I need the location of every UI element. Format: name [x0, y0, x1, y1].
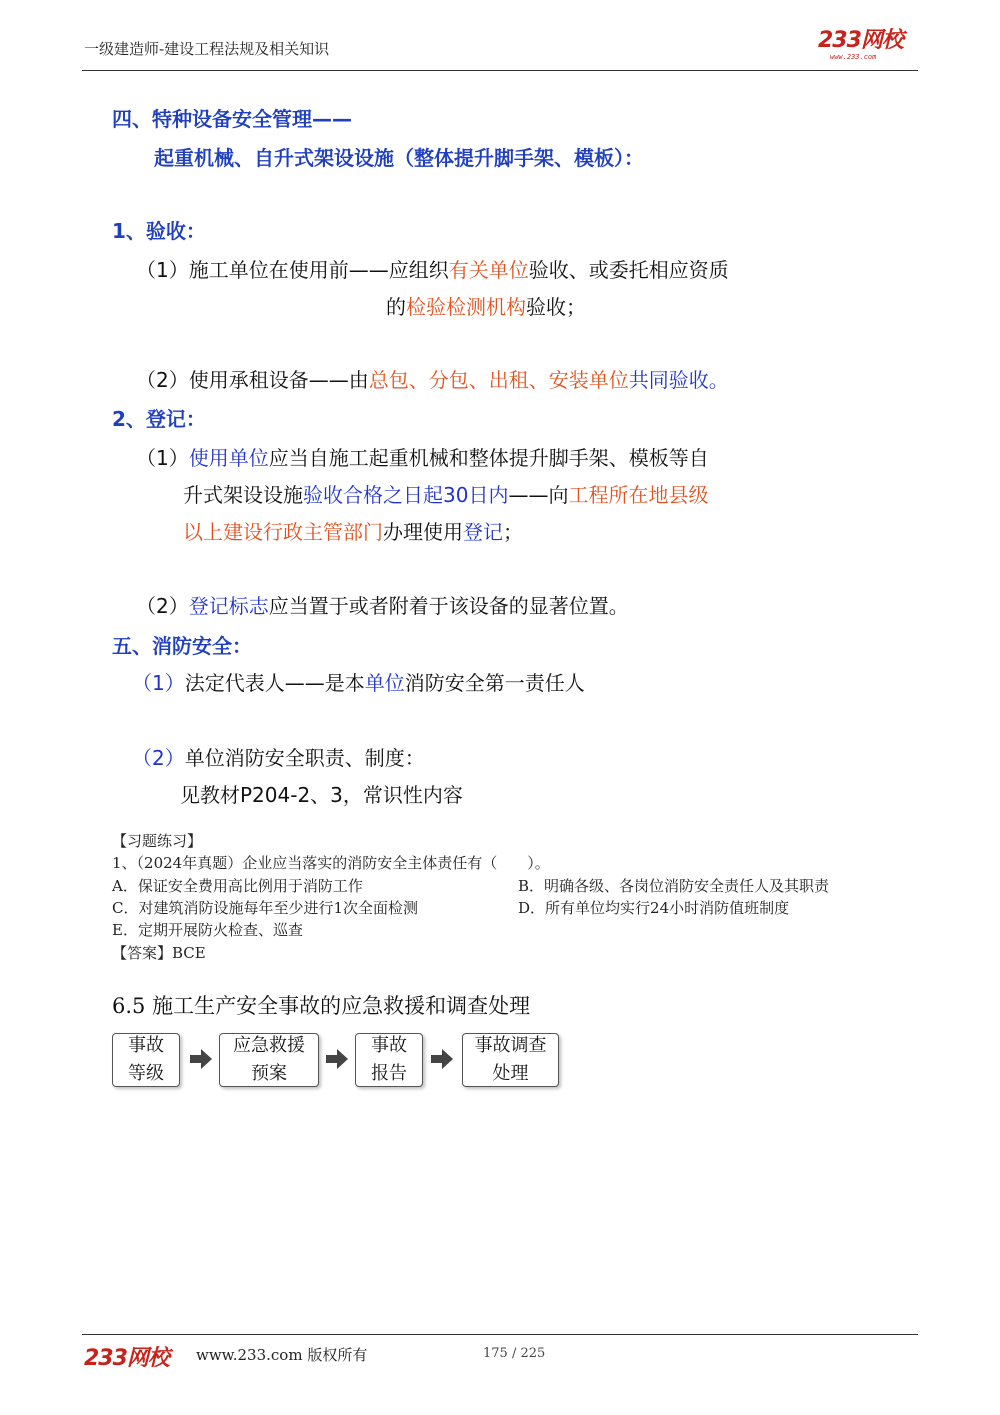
exercise-question: 1、（2024年真题）企业应当落实的消防安全主体责任有（ ）。	[112, 854, 550, 872]
arrow-right-icon	[190, 1049, 212, 1069]
fire-safety-item2-ref: 见教材P204-2、3，常识性内容	[180, 783, 463, 807]
exercise-answer: 【答案】BCE	[112, 944, 206, 962]
section65-title: 6.5 施工生产安全事故的应急救援和调查处理	[112, 994, 531, 1018]
flow-box-line1: 应急救援	[233, 1035, 305, 1056]
flow-box-accident-level	[112, 1033, 180, 1087]
flow-box-accident-report	[355, 1033, 423, 1087]
flow-box-line1: 事故	[371, 1035, 407, 1056]
acceptance-item2: （2）使用承租设备——由总包、分包、出租、安装单位共同验收。	[136, 368, 729, 392]
registration-item1-line1: （1）使用单位应当自施工起重机械和整体提升脚手架、模板等自	[136, 446, 709, 470]
exercise-option-e: E．定期开展防火检查、巡查	[112, 921, 303, 939]
flow-box-line1: 事故调查	[474, 1035, 547, 1056]
flow-box-line2: 报告	[371, 1063, 407, 1084]
fire-safety-item2: （2）单位消防安全职责、制度：	[132, 746, 425, 770]
exercise-title: 【习题练习】	[112, 832, 203, 850]
fire-safety-heading: 五、消防安全：	[112, 634, 252, 658]
section4-subheading: 起重机械、自升式架设设施（整体提升脚手架、模板）：	[154, 146, 644, 170]
header-title: 一级建造师-建设工程法规及相关知识	[84, 40, 330, 58]
registration-item2: （2）登记标志应当置于或者附着于该设备的显著位置。	[136, 594, 629, 618]
registration-item1-line2: 升式架设设施验收合格之日起30日内——向工程所在地县级	[183, 483, 709, 507]
header-divider	[82, 70, 918, 71]
flow-box-line2: 等级	[128, 1063, 164, 1084]
acceptance-item1-line2: 的检验检测机构验收；	[386, 295, 586, 319]
page-number: 175 / 225	[483, 1346, 546, 1361]
footer-logo: 233网校	[84, 1346, 169, 1371]
exercise-option-d: D．所有单位均实行24小时消防值班制度	[518, 899, 790, 917]
registration-item1-line3: 以上建设行政主管部门办理使用登记；	[183, 520, 523, 544]
flow-box-emergency-plan	[219, 1033, 319, 1087]
footer-copyright: www.233.com 版权所有	[196, 1346, 368, 1364]
acceptance-heading: 1、验收：	[112, 219, 206, 243]
footer-divider	[82, 1334, 918, 1335]
arrow-right-icon	[431, 1049, 453, 1069]
flow-box-line1: 事故	[128, 1035, 164, 1056]
arrow-right-icon	[326, 1049, 348, 1069]
acceptance-item1-line1: （1）施工单位在使用前——应组织有关单位验收、或委托相应资质	[136, 258, 729, 282]
flow-box-line2: 处理	[492, 1063, 529, 1084]
brand-logo	[818, 29, 918, 63]
registration-heading: 2、登记：	[112, 407, 206, 431]
exercise-option-c: C．对建筑消防设施每年至少进行1次全面检测	[112, 899, 419, 917]
fire-safety-item1: （1）法定代表人——是本单位消防安全第一责任人	[132, 671, 585, 695]
flow-box-investigation	[462, 1033, 559, 1087]
brand-logo-text: 233网校	[818, 28, 903, 53]
exercise-option-b: B．明确各级、各岗位消防安全责任人及其职责	[518, 877, 830, 895]
brand-logo-url: www.233.com	[830, 53, 877, 61]
exercise-option-a: A．保证安全费用高比例用于消防工作	[112, 877, 363, 895]
section4-heading: 四、特种设备安全管理——	[112, 107, 352, 131]
flow-box-line2: 预案	[251, 1063, 287, 1084]
